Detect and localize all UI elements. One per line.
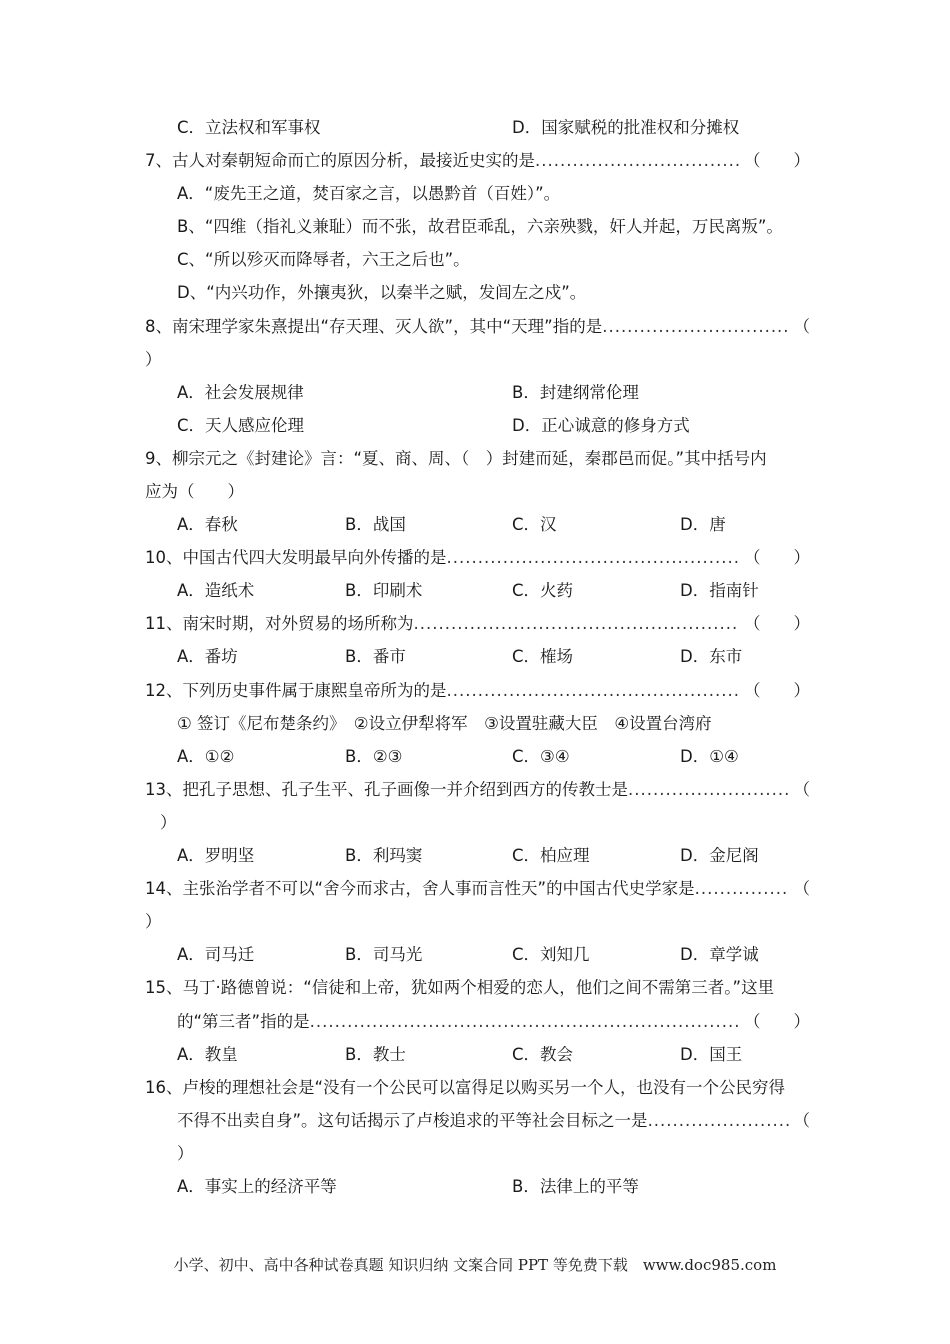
option-c: C．榷场 (512, 647, 574, 666)
option-a: A．造纸术 (177, 581, 255, 600)
option-a: A．番坊 (177, 647, 238, 666)
option-d: D．章学诚 (680, 945, 759, 964)
option-d: D．东市 (680, 647, 743, 666)
option-c: C．火药 (512, 581, 574, 600)
question-12-stem: 12、下列历史事件属于康熙皇帝所为的是 ..... （ ） (145, 674, 810, 707)
option-c: C．教会 (512, 1045, 574, 1064)
q13-options (177, 839, 810, 872)
question-11-stem: 11、南宋时期，对外贸易的场所称为 ..... （ ） (145, 607, 810, 640)
question-14-stem: 14、主张治学者不可以“舍今而求古，舍人事而言性天”的中国古代史学家是 ..... （ (145, 872, 810, 905)
option-b: B．②③ (345, 747, 403, 766)
question-16-stem: 16、卢梭的理想社会是“没有一个公民可以富得足以购买另一个人，也没有一个公民穷得 (145, 1078, 786, 1097)
q8-options-cd (177, 409, 810, 442)
option-d: D．指南针 (680, 581, 759, 600)
option-c: C．天人感应伦理 (177, 416, 305, 435)
option-c: C．柏应理 (512, 846, 590, 865)
option-b: B．封建纲常伦理 (512, 383, 639, 402)
option-a: A．春秋 (177, 515, 238, 534)
question-8-stem: 8、南宋理学家朱熹提出“存天理、灭人欲”，其中“天理”指的是 ..... （ (145, 310, 810, 343)
option-b: B．番市 (345, 647, 406, 666)
q14-options (177, 938, 810, 971)
q8-paren-close: ） (145, 350, 162, 369)
question-10-stem: 10、中国古代四大发明最早向外传播的是 ..... （ ） (145, 541, 810, 574)
q10-options (177, 574, 810, 607)
option-b: B．司马光 (345, 945, 423, 964)
option-b: B．战国 (345, 515, 406, 534)
option-a: A．教皇 (177, 1045, 238, 1064)
question-15-stem-cont: 的“第三者”指的是 ..... （ ） (177, 1005, 810, 1038)
question-13-stem: 13、把孔子思想、孔子生平、孔子画像一并介绍到西方的传教士是 ..... （ (145, 773, 810, 806)
option-b: B．印刷术 (345, 581, 423, 600)
option-a: A．罗明坚 (177, 846, 255, 865)
option-b: B．利玛窦 (345, 846, 423, 865)
q7-option-a: A．“废先王之道，焚百家之言，以愚黔首（百姓）”。 (177, 184, 561, 203)
q6-options-cd (177, 111, 810, 144)
q12-options (177, 740, 810, 773)
q16-options-ab (177, 1170, 810, 1203)
q7-option-d: D、“内兴功作，外攘夷狄，以秦半之赋，发闾左之戍”。 (177, 283, 587, 302)
option-c: C．③④ (512, 747, 570, 766)
question-16-stem-cont: 不得不出卖自身”。这句话揭示了卢梭追求的平等社会目标之一是 ..... （ (177, 1104, 810, 1137)
q13-paren-close: ） (160, 813, 177, 832)
question-15-stem: 15、马丁·路德曾说：“信徒和上帝，犹如两个相爱的恋人，他们之间不需第三者。”这里 (145, 978, 775, 997)
option-d: D．唐 (680, 515, 726, 534)
option-d: D．①④ (680, 747, 739, 766)
option-a: A．①② (177, 747, 235, 766)
option-a: A．司马迁 (177, 945, 255, 964)
option-d: D．金尼阁 (680, 846, 759, 865)
option-a: A．社会发展规律 (177, 383, 304, 402)
question-9-stem: 9、柳宗元之《封建论》言：“夏、商、周、（ ）封建而延，秦郡邑而促。”其中括号内 (145, 449, 767, 468)
q14-paren-close: ） (145, 912, 162, 931)
option-d: D．国家赋税的批准权和分摊权 (512, 118, 740, 137)
option-b: B．法律上的平等 (512, 1177, 639, 1196)
page-footer: 小学、初中、高中各种试卷真题 知识归纳 文案合同 PPT 等免费下载 www.doc985.com (173, 1256, 777, 1274)
option-b: B．教士 (345, 1045, 406, 1064)
option-d: D．正心诚意的修身方式 (512, 416, 690, 435)
q8-options-ab (177, 376, 810, 409)
q12-items: ① 签订《尼布楚条约》 ②设立伊犁将军 ③设置驻藏大臣 ④设置台湾府 (177, 714, 712, 733)
option-d: D．国王 (680, 1045, 743, 1064)
question-9-stem-cont: 应为（ ） (145, 482, 244, 501)
q7-option-c: C、“所以殄灭而降辱者，六王之后也”。 (177, 250, 470, 269)
question-7-stem: 7、古人对秦朝短命而亡的原因分析，最接近史实的是 ..... （ ） (145, 144, 810, 177)
q11-options (177, 640, 810, 673)
q16-paren-close: ） (177, 1144, 194, 1163)
option-c: C．汉 (512, 515, 557, 534)
q15-options (177, 1038, 810, 1071)
option-c: C．刘知几 (512, 945, 590, 964)
option-a: A．事实上的经济平等 (177, 1177, 337, 1196)
q9-options (177, 508, 810, 541)
option-c: C．立法权和军事权 (177, 118, 321, 137)
q7-option-b: B、“四维（指礼义兼耻）而不张，故君臣乖乱，六亲殃戮，奸人并起，万民离叛”。 (177, 217, 783, 236)
